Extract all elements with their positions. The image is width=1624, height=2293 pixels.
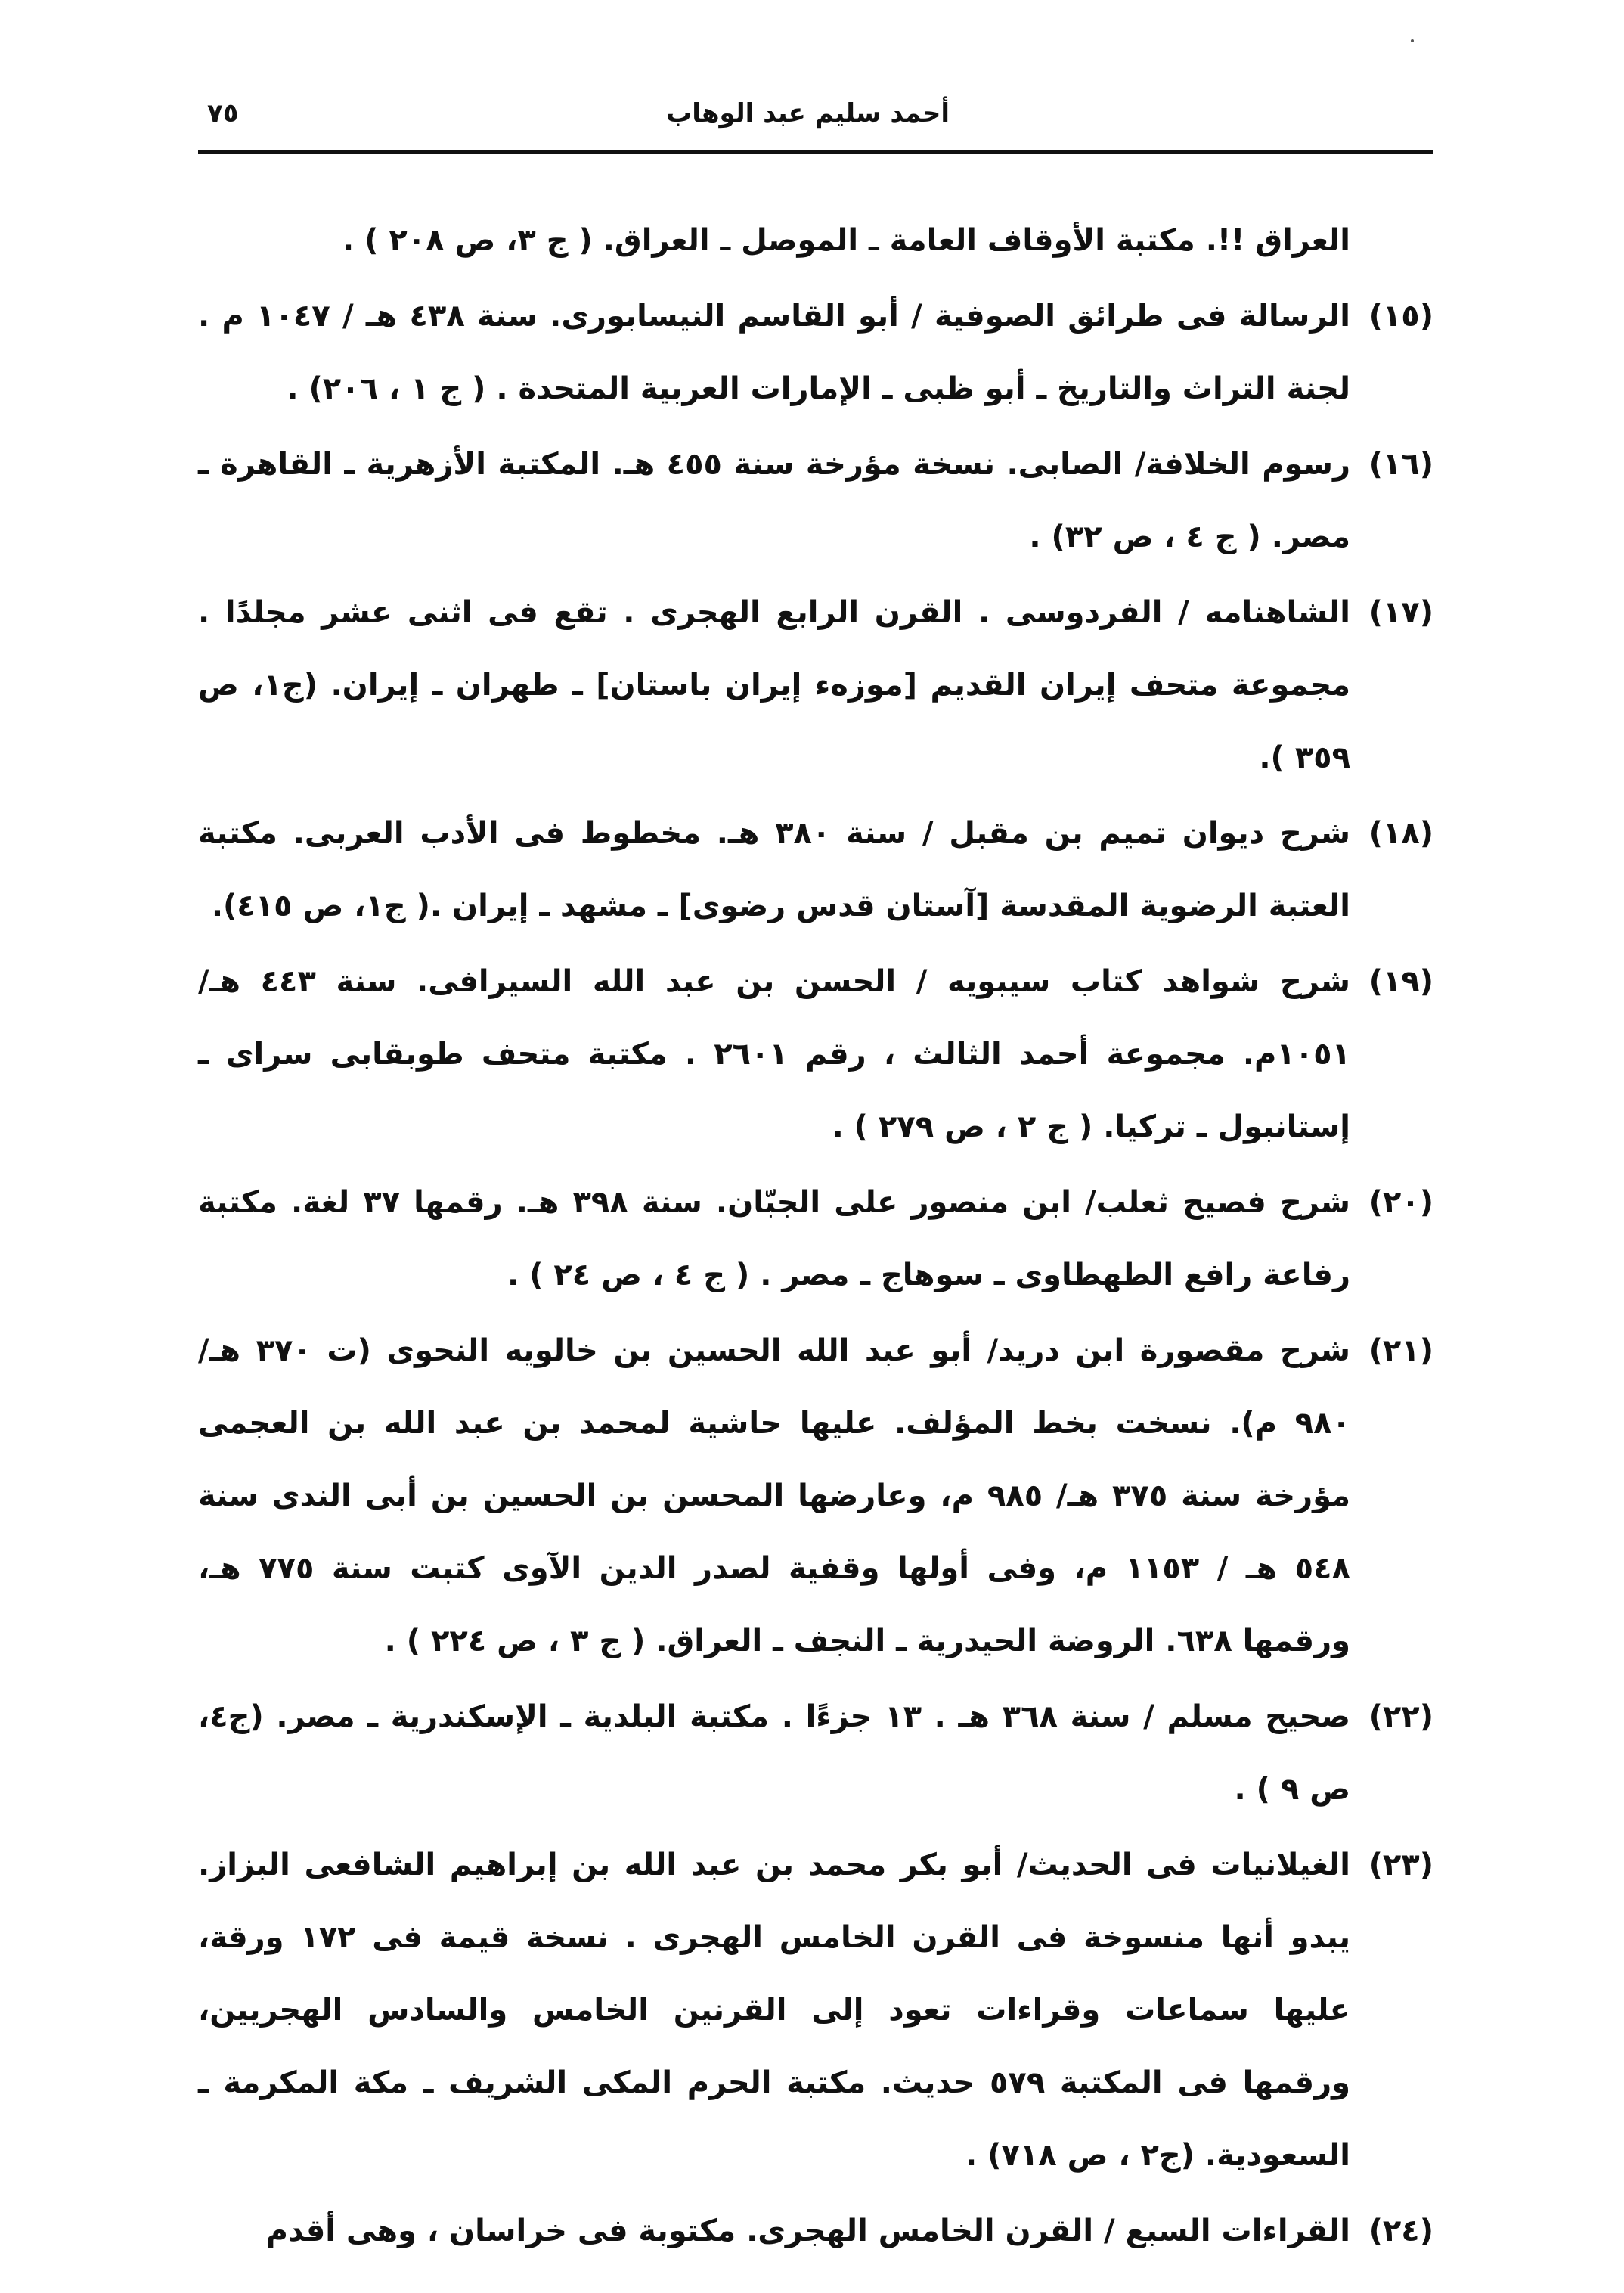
bibliography-list	[198, 204, 1433, 2270]
entry-text: الرسالة فى طرائق الصوفية / أبو القاسم النيسابورى. سنة ٤٣٨ هـ / ١٠٤٧ م . لجنة التراث والتاريخ ـ أبو ظبى ـ الإمارات العربية المتحدة . ( ج ١ ، ٢٠٦) .	[198, 299, 1350, 406]
entry-number: (٢٤)	[1368, 2214, 1433, 2248]
list-item	[198, 2195, 1433, 2267]
entry-number: (١٩)	[1368, 964, 1433, 999]
entry-text: رسوم الخلافة/ الصابى. نسخة مؤرخة سنة ٤٥٥ هـ. المكتبة الأزهرية ـ القاهرة ـ مصر. ( ج ٤ ، ص ٣٢) .	[198, 447, 1350, 554]
list-item	[198, 1829, 1433, 2192]
list-item	[198, 576, 1433, 794]
list-item	[198, 428, 1433, 573]
list-item	[198, 797, 1433, 942]
entry-text: الغيلانيات فى الحديث/ أبو بكر محمد بن عبد الله بن إبراهيم الشافعى البزاز. يبدو أنها منسوخة فى القرن الخامس الهجرى . نسخة قيمة فى ١٧٢ ورقة، عليها سماعات وقراءات تعود إلى القرنين الخامس والسادس الهجريين، ورقمها فى المكتبة ٥٧٩ حديث. مكتبة الحرم المكى الشريف ـ مكة المكرمة ـ السعودية. (ج٢ ، ص ٧١٨) .	[198, 1848, 1351, 2173]
list-item	[198, 280, 1433, 425]
list-item	[198, 204, 1433, 277]
entry-text: شرح ديوان تميم بن مقبل / سنة ٣٨٠ هـ. مخطوط فى الأدب العربى. مكتبة العتبة الرضوية المقدسة [آستان قدس رضوى] ـ مشهد ـ إيران .( ج١، ص ٤١٥).	[198, 816, 1351, 923]
entry-number: (٢١)	[1368, 1333, 1433, 1368]
list-item	[198, 1314, 1433, 1677]
header-author: أحمد سليم عبد الوهاب	[666, 98, 950, 129]
entry-number: (١٨)	[1368, 816, 1433, 851]
entry-text: القراءات السبع / القرن الخامس الهجرى. مكتوبة فى خراسان ، وهى أقدم	[265, 2214, 1350, 2248]
list-item	[198, 945, 1433, 1163]
entry-text: صحيح مسلم / سنة ٣٦٨ هـ . ١٣ جزءًا . مكتبة البلدية ـ الإسكندرية ـ مصر. (ج٤، ص ٩ ) .	[198, 1699, 1350, 1807]
entry-text: شرح شواهد كتاب سيبويه / الحسن بن عبد الله السيرافى. سنة ٤٤٣ هـ/ ١٠٥١م. مجموعة أحمد الثالث ، رقم ٢٦٠١ . مكتبة متحف طوبقابى سراى ـ إستانبول ـ تركيا. ( ج ٢ ، ص ٢٧٩ ) .	[198, 964, 1350, 1144]
entry-number: (١٥)	[1368, 299, 1433, 334]
page-number: ٧٥	[207, 98, 239, 129]
running-header	[198, 89, 1433, 142]
entry-number: (٢٢)	[1368, 1699, 1433, 1734]
entry-number: (٢٠)	[1368, 1185, 1433, 1220]
header-divider	[198, 150, 1433, 154]
list-item	[198, 1166, 1433, 1311]
scan-speck	[1411, 39, 1414, 42]
entry-text: شرح فصيح ثعلب/ ابن منصور على الجبّان. سنة ٣٩٨ هـ. رقمها ٣٧ لغة. مكتبة رفاعة رافع الطهطاوى ـ سوهاج ـ مصر . ( ج ٤ ، ص ٢٤ ) .	[198, 1185, 1351, 1292]
entry-text: الشاهنامه / الفردوسى . القرن الرابع الهجرى . تقع فى اثنى عشر مجلدًا . مجموعة متحف إيران القديم [موزه‌ء إيران باستان] ـ طهران ـ إيران. (ج١، ص ٣٥٩ ).	[198, 595, 1350, 775]
entry-number: (٢٣)	[1368, 1848, 1433, 1882]
entry-text: العراق !!. مكتبة الأوقاف العامة ـ الموصل ـ العراق. ( ج ٣، ص ٢٠٨ ) .	[342, 223, 1350, 258]
entry-number: (١٧)	[1368, 595, 1433, 630]
entry-text: شرح مقصورة ابن دريد/ أبو عبد الله الحسين بن خالويه النحوى (ت ٣٧٠ هـ/ ٩٨٠ م). نسخت بخط المؤلف. عليها حاشية لمحمد بن عبد الله بن العجمى مؤرخة سنة ٣٧٥ هـ/ ٩٨٥ م، وعارضها المحسن بن الحسين بن أبى الندى سنة ٥٤٨ هـ / ١١٥٣ م، وفى أولها وقفية لصدر الدين الآوى كتبت سنة ٧٧٥ هـ، ورقمها ٦٣٨. الروضة الحيدرية ـ النجف ـ العراق. ( ج ٣ ، ص ٢٢٤ ) .	[198, 1333, 1350, 1658]
list-item	[198, 1680, 1433, 1826]
entry-number: (١٦)	[1368, 447, 1433, 482]
